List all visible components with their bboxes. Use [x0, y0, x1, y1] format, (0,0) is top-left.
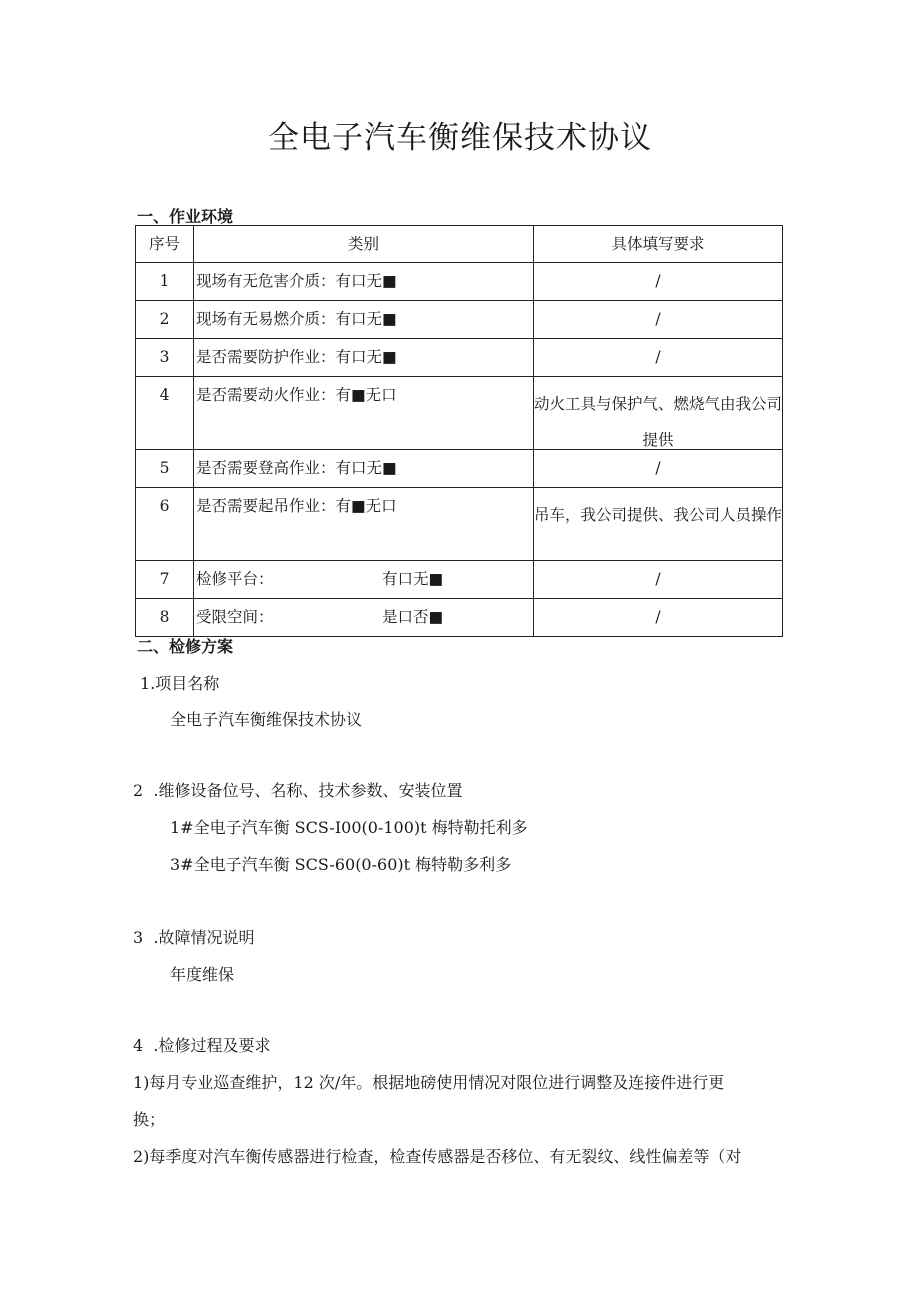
table-row — [136, 561, 783, 599]
item4-p2-line1: 2)每季度对汽车衡传感器进行检查，检查传感器是否移位、有无裂纹、线性偏差等（对 — [133, 1147, 742, 1166]
table-row — [136, 377, 783, 450]
table-row — [136, 599, 783, 637]
row-category: 是否需要起吊作业：有■无口 — [196, 497, 397, 515]
item3-title: 3 .故障情况说明 — [133, 928, 255, 947]
item2-title: 2 .维修设备位号、名称、技术参数、安装位置 — [133, 781, 463, 800]
row-no: 2 — [159, 310, 170, 328]
row-no: 3 — [159, 348, 170, 366]
header-requirement: 具体填写要求 — [534, 226, 783, 263]
section-heading-environment: 一、作业环境 — [137, 207, 234, 226]
row-category: 现场有无易燃介质：有口无■ — [196, 310, 397, 328]
item1-title: 1.项目名称 — [140, 674, 220, 693]
row-requirement: / — [655, 608, 661, 626]
section-heading-plan: 二、检修方案 — [137, 637, 234, 656]
item1-content: 全电子汽车衡维保技术协议 — [170, 710, 363, 729]
row-requirement: / — [655, 348, 661, 366]
row-requirement: 吊车，我公司提供、我公司人员操作 — [534, 506, 782, 524]
row-answer: 是口否■ — [382, 608, 444, 626]
item4-title: 4 .检修过程及要求 — [133, 1036, 271, 1055]
row-answer: 有口无■ — [382, 570, 444, 588]
row-no: 8 — [159, 608, 170, 626]
table-header-row — [136, 226, 783, 263]
row-no: 1 — [159, 272, 170, 290]
item3-content: 年度维保 — [170, 965, 235, 984]
row-category: 是否需要动火作业：有■无口 — [196, 386, 397, 404]
item4-p1-line2: 换； — [133, 1110, 166, 1129]
row-category: 受限空间： — [196, 608, 274, 626]
table-row — [136, 339, 783, 377]
row-category: 现场有无危害介质：有口无■ — [196, 272, 397, 290]
row-requirement: 动火工具与保护气、燃烧气由我公司提供 — [534, 395, 782, 449]
row-no: 5 — [159, 459, 170, 477]
table-row — [136, 301, 783, 339]
row-category: 是否需要登高作业：有口无■ — [196, 459, 397, 477]
row-requirement: / — [655, 570, 661, 588]
row-requirement: / — [655, 459, 661, 477]
table-row — [136, 488, 783, 561]
row-no: 6 — [159, 497, 170, 515]
header-no: 序号 — [136, 226, 194, 263]
table-row — [136, 263, 783, 301]
header-category: 类别 — [194, 226, 534, 263]
row-no: 7 — [159, 570, 170, 588]
document-title: 全电子汽车衡维保技术协议 — [268, 120, 652, 156]
row-requirement: / — [655, 272, 661, 290]
row-requirement: / — [655, 310, 661, 328]
row-category: 是否需要防护作业：有口无■ — [196, 348, 397, 366]
item2-line2: 3#全电子汽车衡 SCS-60(0-60)t 梅特勒多利多 — [170, 855, 512, 874]
item4-p1-line1: 1)每月专业巡查维护，12 次/年。根据地磅使用情况对限位进行调整及连接件进行更 — [133, 1073, 725, 1092]
row-category: 检修平台： — [196, 570, 274, 588]
item2-line1: 1#全电子汽车衡 SCS-I00(0-100)t 梅特勒托利多 — [170, 818, 528, 837]
table-row — [136, 450, 783, 488]
environment-table — [135, 225, 783, 637]
row-no: 4 — [159, 386, 170, 404]
